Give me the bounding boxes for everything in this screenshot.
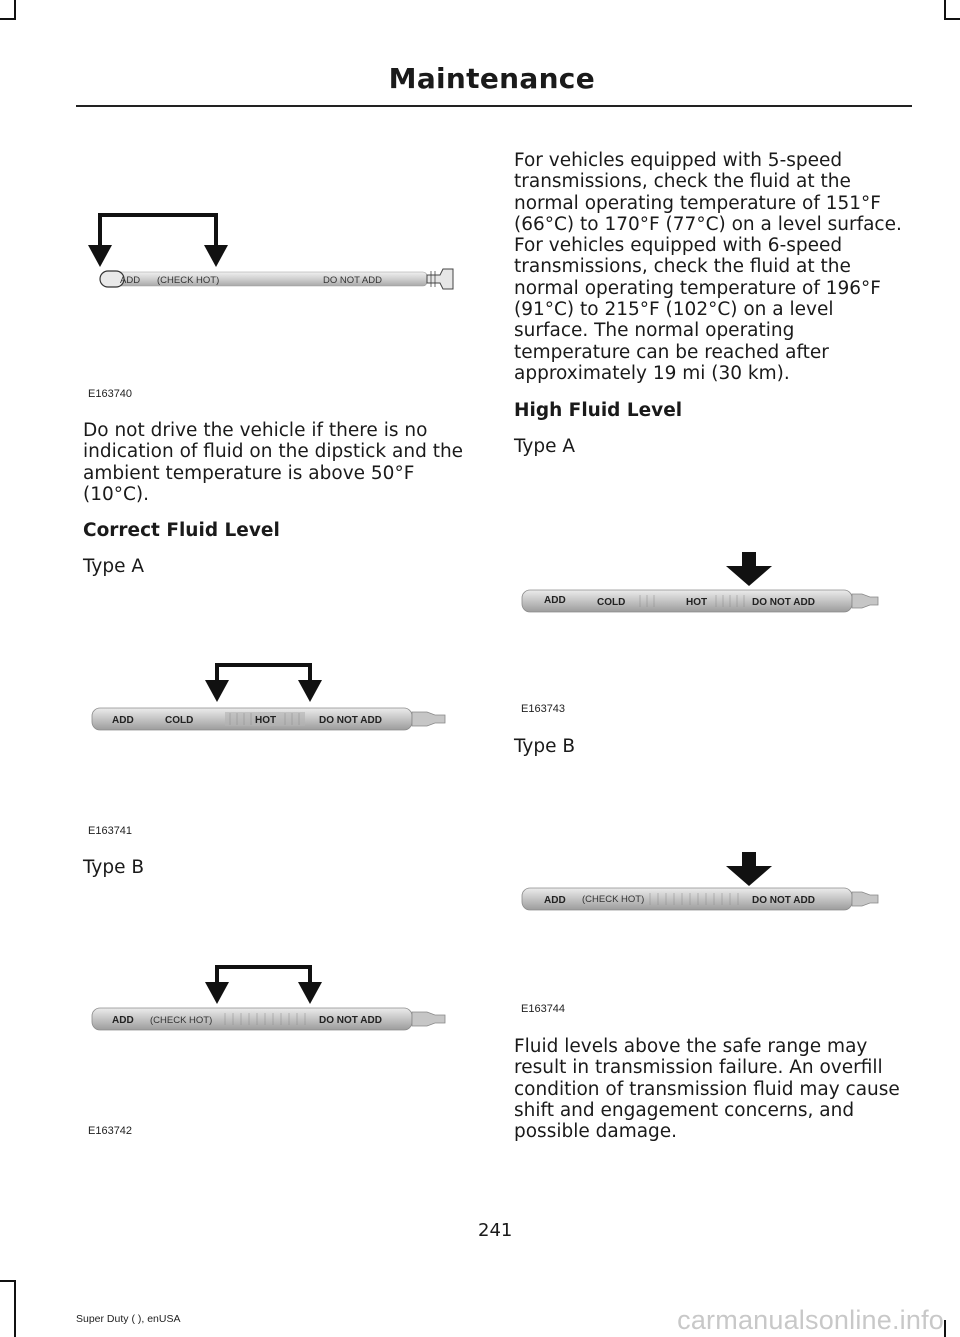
- arrow-down-icon: [205, 680, 229, 702]
- section-heading: High Fluid Level: [514, 400, 683, 421]
- label-add: ADD: [544, 595, 566, 606]
- paragraph: For vehicles equipped with 5-speed transmissions, check the fluid at the normal operating temperature of 151°F (66°C) to 170°F (77°C) on a level surface. For vehicles equipped with 6-speed transmissions, check the fluid at the normal operating temperature of 196°F (91°C) to 215°F (102°C) on a level surface. The normal operating temperature can be reached after approximately 19 mi (30 km).: [514, 150, 902, 384]
- crop-mark: [14, 1280, 16, 1337]
- label-do-not-add: DO NOT ADD: [319, 1015, 382, 1026]
- paragraph: Fluid levels above the safe range may result in transmission failure. An overfill condition of transmission fluid may cause shift and engagement concerns, and possible damage.: [514, 1036, 900, 1143]
- crop-mark: [14, 0, 16, 20]
- dipstick-figure: [520, 850, 900, 930]
- crop-mark: [0, 18, 16, 20]
- page-title: Maintenance: [388, 62, 595, 95]
- label-add: ADD: [544, 895, 566, 906]
- label-cold: COLD: [165, 715, 194, 726]
- dipstick-figure: [85, 205, 465, 305]
- figure-code: E163740: [88, 388, 133, 400]
- type-label: Type A: [83, 556, 145, 577]
- label-hot: HOT: [686, 597, 708, 608]
- crop-mark: [0, 1280, 16, 1282]
- label-do-not-add: DO NOT ADD: [319, 715, 382, 726]
- page-number: 241: [478, 1220, 513, 1241]
- label-add: ADD: [112, 1015, 134, 1026]
- label-add: ADD: [120, 275, 141, 286]
- arrow-down-icon: [726, 866, 772, 886]
- dipstick-figure: [520, 550, 900, 630]
- crop-mark: [944, 1320, 946, 1337]
- label-check-hot: (CHECK HOT): [150, 1015, 213, 1026]
- arrow-down-icon: [298, 680, 322, 702]
- dipstick-figure: [85, 660, 465, 740]
- arrow-down-icon: [204, 245, 228, 267]
- paragraph: Do not drive the vehicle if there is no indication of fluid on the dipstick and the ambient temperature is above 50°F (10°C).: [83, 420, 464, 505]
- arrow-down-icon: [205, 982, 229, 1004]
- crop-mark: [944, 0, 946, 20]
- label-do-not-add: DO NOT ADD: [752, 597, 815, 608]
- label-add: ADD: [112, 715, 134, 726]
- figure-code: E163741: [88, 825, 133, 837]
- label-check-hot: (CHECK HOT): [582, 894, 645, 905]
- arrow-down-icon: [88, 245, 112, 267]
- arrow-down-icon: [726, 566, 772, 586]
- label-check-hot: (CHECK HOT): [157, 275, 220, 286]
- section-heading: Correct Fluid Level: [83, 520, 280, 541]
- watermark: carmanualsonline.info: [677, 1305, 944, 1335]
- type-label: Type B: [514, 736, 576, 757]
- type-label: Type B: [83, 857, 145, 878]
- crop-mark: [944, 18, 960, 20]
- label-do-not-add: DO NOT ADD: [752, 895, 815, 906]
- footer-text: Super Duty ( ), enUSA: [76, 1313, 181, 1325]
- figure-code: E163742: [88, 1125, 133, 1137]
- dipstick-figure: [85, 962, 465, 1042]
- type-label: Type A: [514, 436, 576, 457]
- label-do-not-add: DO NOT ADD: [323, 275, 382, 286]
- bracket-line: [98, 213, 218, 217]
- header-divider: [76, 105, 912, 107]
- label-cold: COLD: [597, 597, 626, 608]
- arrow-down-icon: [298, 982, 322, 1004]
- label-hot: HOT: [255, 715, 277, 726]
- figure-code: E163744: [521, 1003, 566, 1015]
- figure-code: E163743: [521, 703, 566, 715]
